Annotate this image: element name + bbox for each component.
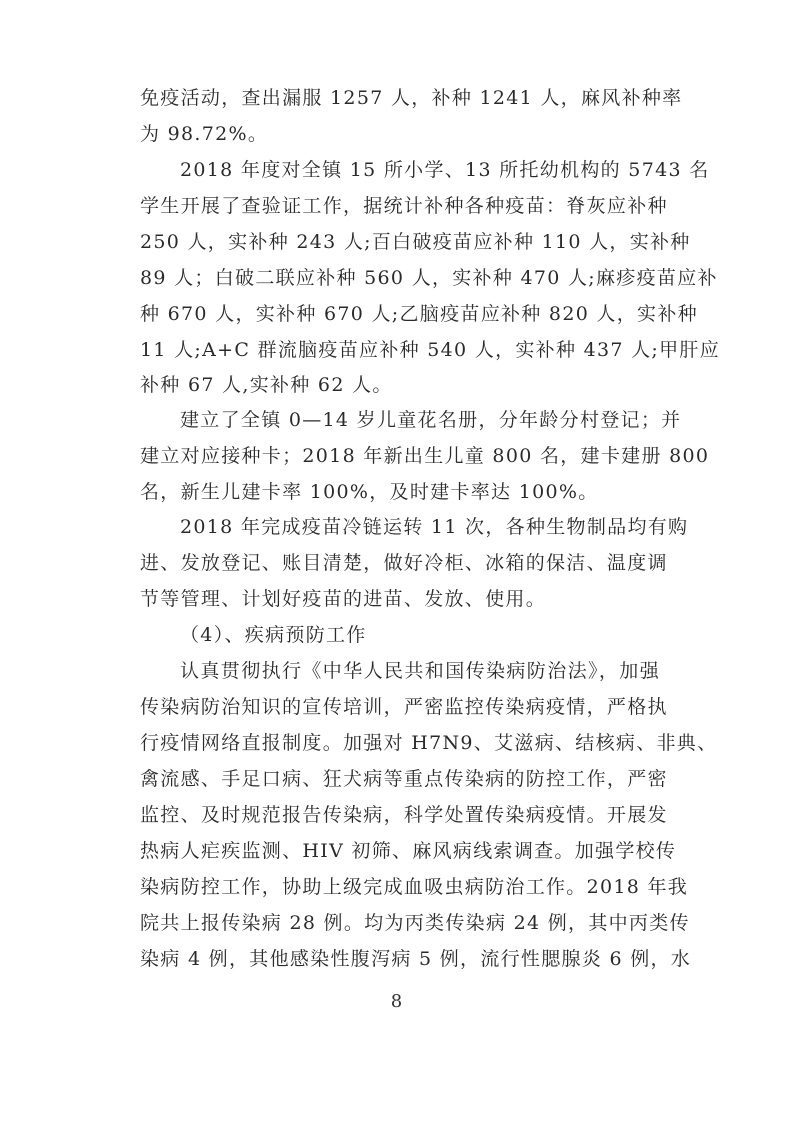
paragraph-line: 建立了全镇 0—14 岁儿童花名册，分年龄分村登记；并 — [180, 409, 682, 431]
paragraph-line: 为 98.72%。 — [140, 123, 269, 145]
paragraph-line: 节等管理、计划好疫苗的进苗、发放、使用。 — [140, 588, 547, 610]
section-heading: （4）、疾病预防工作 — [180, 624, 367, 646]
paragraph-line: 种 670 人，实补种 670 人;乙脑疫苗应补种 820 人，实补种 — [140, 303, 698, 325]
paragraph-line: 禽流感、手足口病、狂犬病等重点传染病的防控工作，严密 — [140, 768, 668, 790]
paragraph-line: 进、发放登记、账目清楚，做好冷柜、冰箱的保洁、温度调 — [140, 552, 668, 574]
paragraph-line: 染病 4 例，其他感染性腹泻病 5 例，流行性腮腺炎 6 例，水 — [140, 948, 692, 970]
paragraph-line: 89 人；白破二联应补种 560 人，实补种 470 人;麻疹疫苗应补 — [140, 267, 718, 289]
paragraph-line: 建立对应接种卡；2018 年新出生儿童 800 名，建卡建册 800 — [140, 445, 710, 467]
paragraph-line: 监控、及时规范报告传染病，科学处置传染病疫情。开展发 — [140, 804, 668, 826]
paragraph-line: 250 人，实补种 243 人;百白破疫苗应补种 110 人，实补种 — [140, 231, 691, 253]
paragraph-line: 2018 年完成疫苗冷链运转 11 次，各种生物制品均有购 — [180, 516, 689, 538]
paragraph-line: 免疫活动，查出漏服 1257 人，补种 1241 人，麻风补种率 — [140, 87, 683, 109]
paragraph-line: 染病防控工作，协助上级完成血吸虫病防治工作。2018 年我 — [140, 876, 689, 898]
paragraph-line: 2018 年度对全镇 15 所小学、13 所托幼机构的 5743 名 — [180, 159, 710, 181]
paragraph-line: 补种 67 人,实补种 62 人。 — [140, 374, 393, 396]
paragraph-line: 学生开展了查验证工作，据统计补种各种疫苗：脊灰应补种 — [140, 195, 668, 217]
paragraph-line: 名，新生儿建卡率 100%，及时建卡率达 100%。 — [140, 481, 599, 503]
paragraph-line: 传染病防治知识的宣传培训，严密监控传染病疫情，严格执 — [140, 696, 668, 718]
paragraph-line: 院共上报传染病 28 例。均为丙类传染病 24 例，其中丙类传 — [140, 912, 690, 934]
page-number: 8 — [390, 991, 403, 1012]
paragraph-line: 热病人疟疾监测、HIV 初筛、麻风病线索调查。加强学校传 — [140, 840, 677, 862]
paragraph-line: 认真贯彻执行《中华人民共和国传染病防治法》，加强 — [180, 660, 660, 682]
paragraph-line: 行疫情网络直报制度。加强对 H7N9、艾滋病、结核病、非典、 — [140, 732, 718, 754]
paragraph-line: 11 人;A+C 群流脑疫苗应补种 540 人，实补种 437 人;甲肝应 — [140, 339, 721, 361]
